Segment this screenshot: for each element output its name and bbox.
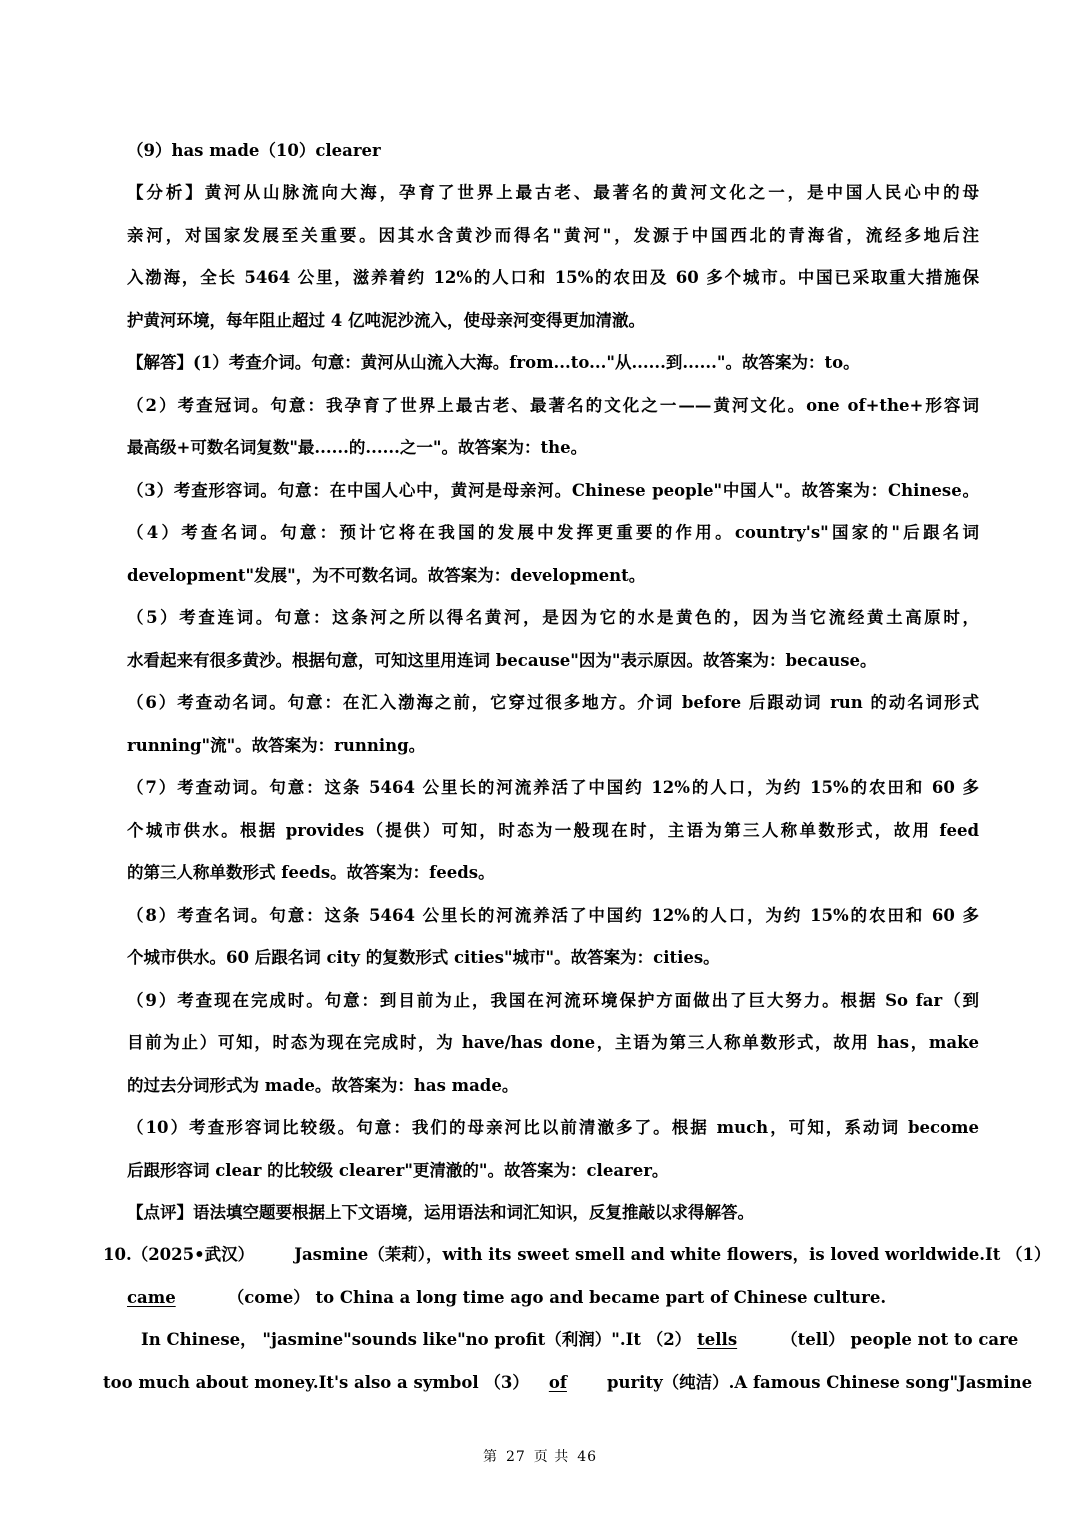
solution-line-2: （2）考查冠词。句意：我孕育了世界上最古老、最著名的文化之一——黄河文化。one of+the+形容词	[127, 396, 979, 415]
solution-line-15: 个城市供水。60 后跟名词 city 的复数形式 cities"城市"。故答案为：cities。	[127, 948, 720, 967]
solution-line-10: running"流"。故答案为：running。	[127, 736, 426, 755]
solution-line-5: （4）考查名词。句意：预计它将在我国的发展中发挥更重要的作用。country's"国家的"后跟名词	[127, 523, 979, 542]
question-10-line-4: too much about money.It's also a symbol （3） of purity（纯洁）.A famous Chinese song"Jasmine	[103, 1371, 979, 1395]
solution-line-20: 后跟形容词 clear 的比较级 clearer"更清澈的"。故答案为：clearer。	[127, 1161, 669, 1180]
question-10-line-1: 10.（2025•武汉） Jasmine（茉莉），with its sweet smell and white flowers，is loved worldwide.It （1）	[103, 1245, 1051, 1264]
solution-line-8: 水看起来有很多黄沙。根据句意，可知这里用连词 because"因为"表示原因。故答案为：because。	[127, 651, 877, 670]
solution-line-1: 【解答】(1）考查介词。句意：黄河从山流入大海。from...to..."从......到......"。故答案为：to。	[127, 353, 860, 372]
solution-line-17: 目前为止）可知，时态为现在完成时，为 have/has done，主语为第三人称单数形式，故用 has，make	[127, 1033, 979, 1052]
answers-line: （9）has made（10）clearer	[127, 141, 381, 160]
comment-line: 【点评】语法填空题要根据上下文语境，运用语法和词汇知识，反复推敲以求得解答。	[127, 1203, 754, 1222]
solution-line-4: （3）考查形容词。句意：在中国人心中，黄河是母亲河。Chinese people"中国人"。故答案为：Chinese。	[127, 481, 979, 500]
solution-label: 【解答】	[127, 353, 193, 372]
solution-line-16: （9）考查现在完成时。句意：到目前为止，我国在河流环境保护方面做出了巨大努力。根据 So far（到	[127, 991, 979, 1010]
solution-line-6: development"发展"，为不可数名词。故答案为：development。	[127, 566, 646, 585]
question-10-header: 10.（2025•武汉）	[103, 1245, 255, 1264]
solution-line-7: （5）考查连词。句意：这条河之所以得名黄河，是因为它的水是黄色的，因为当它流经黄土高原时，	[127, 608, 979, 627]
answer-blank-3: of	[548, 1373, 567, 1392]
page-number: 27	[505, 1449, 526, 1465]
solution-line-3: 最高级+可数名词复数"最......的......之一"。故答案为：the。	[127, 438, 588, 457]
solution-line-13: 的第三人称单数形式 feeds。故答案为：feeds。	[127, 863, 495, 882]
analysis-line-2: 亲河，对国家发展至关重要。因其水含黄沙而得名"黄河"，发源于中国西北的青海省，流经多地后注	[127, 226, 979, 245]
analysis-line-3: 入渤海，全长 5464 公里，滋养着约 12%的人口和 15%的农田及 60 多个城市。中国已采取重大措施保	[127, 268, 979, 287]
question-10-line-3: In Chinese， "jasmine"sounds like"no profit（利润）".It （2） tells （tell） people not to care	[141, 1328, 979, 1352]
solution-line-19: （10）考查形容词比较级。句意：我们的母亲河比以前清澈多了。根据 much，可知，系动词 become	[127, 1118, 979, 1137]
solution-line-12: 个城市供水。根据 provides（提供）可知，时态为一般现在时，主语为第三人称单数形式，故用 feed	[127, 821, 979, 840]
page-total: 46	[577, 1449, 598, 1465]
page-footer: 第 27 页 共 46	[482, 1449, 598, 1465]
solution-line-9: （6）考查动名词。句意：在汇入渤海之前，它穿过很多地方。介词 before 后跟动词 run 的动名词形式	[127, 693, 979, 712]
analysis-label: 【分析】	[127, 183, 205, 202]
solution-line-14: （8）考查名词。句意：这条 5464 公里长的河流养活了中国约 12%的人口，为约 15%的农田和 60 多	[127, 906, 979, 925]
comment-label: 【点评】	[127, 1203, 193, 1222]
analysis-line-1: 【分析】黄河从山脉流向大海，孕育了世界上最古老、最著名的黄河文化之一，是中国人民心中的母	[127, 183, 980, 202]
solution-line-11: （7）考查动词。句意：这条 5464 公里长的河流养活了中国约 12%的人口，为约 15%的农田和 60 多	[127, 778, 979, 797]
answer-blank-1: came	[127, 1288, 176, 1307]
solution-line-18: 的过去分词形式为 made。故答案为：has made。	[127, 1076, 519, 1095]
answer-blank-2: tells	[697, 1330, 738, 1349]
question-10-line-2: came （come） to China a long time ago and became part of Chinese culture.	[127, 1286, 979, 1310]
analysis-line-4: 护黄河环境，每年阻止超过 4 亿吨泥沙流入，使母亲河变得更加清澈。	[127, 311, 645, 330]
